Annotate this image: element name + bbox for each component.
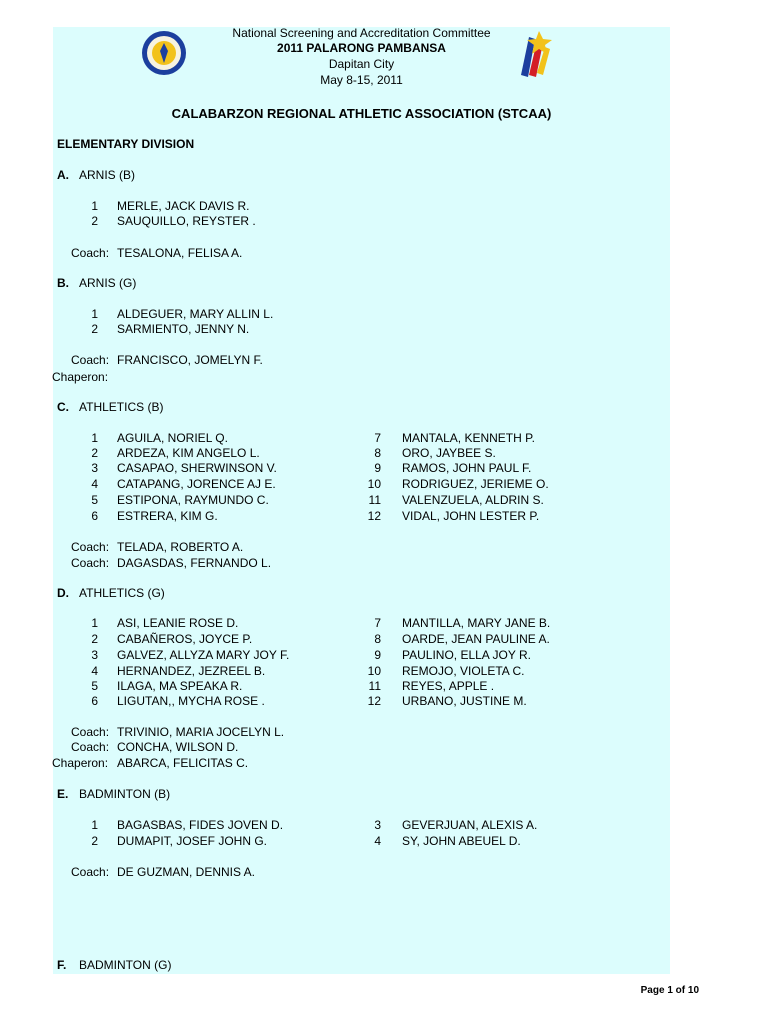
athlete-name: PAULINO, ELLA JOY R. [402,648,531,662]
athlete-number: 4 [91,477,98,491]
athlete-name: GEVERJUAN, ALEXIS A. [402,818,538,832]
athlete-number: 2 [91,446,98,460]
athlete-name: MERLE, JACK DAVIS R. [117,199,250,213]
athlete-number: 6 [91,509,98,523]
event-title: 2011 PALARONG PAMBANSA [277,41,446,55]
coach-name: DAGASDAS, FERNANDO L. [117,556,272,570]
athlete-number: 3 [374,818,381,832]
athlete-name: RAMOS, JOHN PAUL F. [402,461,532,475]
section-letter: C. [57,400,69,414]
page-number: Page 1 of 10 [640,985,699,996]
athlete-number: 3 [91,461,98,475]
athlete-number: 8 [374,632,381,646]
coach-name: TELADA, ROBERTO A. [117,540,244,554]
athlete-number: 3 [91,648,98,662]
athlete-number: 9 [374,648,381,662]
coach-label: Coach: [71,540,110,554]
section-letter: F. [57,958,67,972]
committee-title: National Screening and Accreditation Committee [232,26,491,40]
coach-label: Coach: [71,865,110,879]
athlete-name: ILAGA, MA SPEAKA R. [117,679,243,693]
section-letter: B. [57,276,69,290]
athlete-name: LIGUTAN,, MYCHA ROSE . [117,694,265,708]
event-venue: Dapitan City [328,57,395,71]
athlete-number: 11 [368,679,381,693]
athlete-name: GALVEZ, ALLYZA MARY JOY F. [117,648,290,662]
athlete-number: 5 [91,679,98,693]
athlete-number: 1 [91,818,98,832]
section-title: BADMINTON (B) [79,787,171,801]
athlete-number: 12 [367,509,381,523]
athlete-name: VIDAL, JOHN LESTER P. [402,509,540,523]
event-dates: May 8-15, 2011 [320,73,403,87]
section-letter: E. [57,787,69,801]
region-title: CALABARZON REGIONAL ATHLETIC ASSOCIATION (STCAA) [171,106,552,121]
athlete-number: 2 [91,214,98,228]
athlete-number: 12 [367,694,381,708]
athlete-name: DUMAPIT, JOSEF JOHN G. [117,834,268,848]
athlete-number: 7 [374,431,381,445]
athlete-name: MANTALA, KENNETH P. [402,431,535,445]
athlete-number: 1 [91,616,98,630]
section-letter: D. [57,586,69,600]
section-title: ATHLETICS (B) [79,400,164,414]
athlete-name: ALDEGUER, MARY ALLIN L. [117,307,274,321]
athlete-number: 5 [91,493,98,507]
athlete-name: SARMIENTO, JENNY N. [117,322,250,336]
coach-label: Coach: [71,556,110,570]
section-title: BADMINTON (G) [79,958,172,972]
chaperon-label: Chaperon: [52,756,109,770]
athlete-number: 2 [91,834,98,848]
athlete-name: MANTILLA, MARY JANE B. [402,616,551,630]
athlete-name: ESTIPONA, RAYMUNDO C. [117,493,269,507]
athlete-number: 10 [367,477,381,491]
athlete-name: REYES, APPLE . [402,679,495,693]
athlete-number: 4 [91,664,98,678]
division-title: ELEMENTARY DIVISION [57,137,195,151]
chaperon-label: Chaperon: [52,370,109,384]
coach-name: TESALONA, FELISA A. [117,246,243,260]
athlete-name: BAGASBAS, FIDES JOVEN D. [117,818,284,832]
athlete-name: ARDEZA, KIM ANGELO L. [117,446,260,460]
section-title: ATHLETICS (G) [79,586,165,600]
section-title: ARNIS (B) [79,168,136,182]
athlete-name: RODRIGUEZ, JERIEME O. [402,477,549,491]
athlete-number: 10 [367,664,381,678]
athlete-name: OARDE, JEAN PAULINE A. [402,632,550,646]
athlete-number: 6 [91,694,98,708]
coach-name: FRANCISCO, JOMELYN F. [117,353,263,367]
coach-label: Coach: [71,725,110,739]
athlete-name: ESTRERA, KIM G. [117,509,218,523]
athlete-name: CABAÑEROS, JOYCE P. [117,632,253,646]
athlete-name: SAUQUILLO, REYSTER . [117,214,256,228]
section-title: ARNIS (G) [79,276,137,290]
athlete-number: 8 [374,446,381,460]
athlete-number: 1 [91,431,98,445]
athlete-number: 1 [91,199,98,213]
athlete-name: REMOJO, VIOLETA C. [402,664,525,678]
athlete-number: 7 [374,616,381,630]
athlete-name: URBANO, JUSTINE M. [402,694,527,708]
coach-label: Coach: [71,353,110,367]
chaperon-name: ABARCA, FELICITAS C. [117,756,249,770]
athlete-number: 4 [374,834,381,848]
athlete-name: VALENZUELA, ALDRIN S. [402,493,544,507]
athlete-number: 2 [91,322,98,336]
coach-label: Coach: [71,740,110,754]
athlete-name: ASI, LEANIE ROSE D. [117,616,239,630]
coach-name: CONCHA, WILSON D. [117,740,239,754]
athlete-name: AGUILA, NORIEL Q. [117,431,228,445]
athlete-number: 11 [368,493,381,507]
athlete-name: HERNANDEZ, JEZREEL B. [117,664,266,678]
athlete-number: 9 [374,461,381,475]
coach-name: DE GUZMAN, DENNIS A. [117,865,256,879]
coach-label: Coach: [71,246,110,260]
athlete-name: SY, JOHN ABEUEL D. [402,834,521,848]
coach-name: TRIVINIO, MARIA JOCELYN L. [117,725,285,739]
athlete-name: CATAPANG, JORENCE AJ E. [117,477,276,491]
athlete-name: ORO, JAYBEE S. [402,446,496,460]
athlete-name: CASAPAO, SHERWINSON V. [117,461,277,475]
section-letter: A. [57,168,69,182]
athlete-number: 2 [91,632,98,646]
athlete-number: 1 [91,307,98,321]
